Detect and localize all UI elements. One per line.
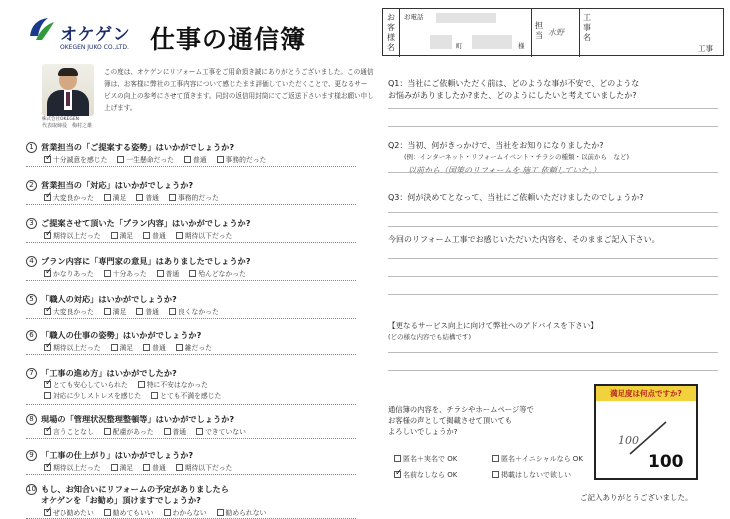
checkbox[interactable] [143, 232, 150, 239]
company-logo [26, 14, 166, 58]
checkbox[interactable] [44, 428, 51, 435]
town-label: 町 [456, 42, 463, 50]
question-text [26, 142, 356, 153]
option-label: 大変良かった [53, 194, 94, 202]
option-label: 普通 [172, 428, 187, 436]
option-label: 普通 [145, 194, 159, 202]
option-label: 勧めてもいい [112, 509, 154, 517]
question-number: 7 [26, 368, 37, 379]
open-question-text: Q3：何が決めてとなって、当社にご依頼いただけましたのでしょうか? [388, 193, 644, 202]
option-label: 十分誠意を感じた [53, 156, 108, 164]
photo-caption-name: 代表取締役 梅村之雄 [42, 123, 93, 129]
option-label: 勧められない [225, 509, 267, 517]
open-question-q2 [388, 140, 718, 176]
right-page [382, 8, 724, 513]
publish-option-label: 匿名＋実名で OK [403, 455, 458, 463]
answer-option[interactable] [44, 391, 141, 402]
open-question-q1 [388, 78, 718, 102]
logo-leaf-icon [26, 14, 56, 44]
answer-option[interactable] [104, 268, 147, 278]
option-label: できていない [205, 428, 246, 436]
option-label: 期待以下だった [184, 232, 233, 240]
project-label: 工事名 [583, 13, 591, 42]
answer-option[interactable] [104, 426, 154, 436]
checkbox[interactable] [104, 194, 111, 201]
option-label: わからない [172, 509, 207, 517]
address-redacted [430, 35, 452, 49]
question-label: ご提案させて頂いた「プラン内容」はいかがでしょうか? [41, 218, 251, 228]
checkbox[interactable] [104, 509, 111, 516]
answer-option[interactable] [176, 342, 212, 352]
checkbox[interactable] [176, 344, 183, 351]
question-number: 10 [27, 485, 36, 493]
question-label: 「職人の対応」はいかがでしょうか? [41, 294, 177, 304]
left-page [20, 8, 374, 517]
option-label: 一生懸命だった [126, 156, 174, 164]
publish-option[interactable] [394, 470, 457, 480]
checkbox[interactable] [44, 194, 51, 201]
option-label: 普通 [192, 156, 207, 164]
answer-option[interactable] [136, 192, 159, 202]
answer-option[interactable] [117, 154, 174, 164]
question-label: プラン内容に「専門家の意見」はありましたでしょうか? [41, 256, 251, 266]
option-label: 満足 [112, 308, 127, 316]
handwritten-answer[interactable]: 以前から（国策のリフォームを 施工 依頼していた。） [408, 166, 601, 175]
checkbox[interactable] [136, 308, 143, 315]
option-label: 雑だった [184, 344, 212, 352]
score-max: 100 [648, 452, 684, 472]
question-text [26, 368, 356, 379]
question-label: 現場の「管理状況整理整頓等」はいかがでしょうか? [41, 414, 235, 424]
answer-option[interactable] [44, 230, 101, 240]
open-question-q3 [388, 192, 718, 204]
option-label: 事務的だった [177, 194, 219, 202]
sama-label: 様 [518, 42, 525, 50]
answer-options [44, 342, 222, 352]
option-label: 言うことなし [53, 428, 94, 436]
question-number: 5 [26, 294, 37, 305]
publish-question [388, 404, 588, 437]
question-label: 営業担当の「ご提案する姿勢」はいかがでしょうか? [41, 142, 235, 152]
checkbox[interactable] [492, 455, 499, 462]
customer-name-label: お客様名 [387, 13, 395, 52]
checkbox[interactable] [44, 509, 51, 516]
checkbox[interactable] [189, 270, 196, 277]
advice-text: 【更なるサービス向上に向けて弊社へのアドバイスを下さい】 [388, 321, 598, 330]
option-label: 大変良かった [53, 308, 94, 316]
score-handwritten: 100 [618, 434, 639, 447]
phone-redacted [436, 13, 496, 23]
answer-option[interactable] [196, 426, 246, 436]
checkbox[interactable] [164, 509, 171, 516]
option-label: ぜひ勧めたい [53, 509, 94, 517]
option-label: 期待以上だった [53, 344, 101, 352]
checkbox[interactable] [44, 270, 51, 277]
checkbox[interactable] [111, 464, 118, 471]
customer-field[interactable] [399, 9, 531, 57]
customer-info-box [382, 8, 724, 56]
phone-label: お電話 [404, 13, 424, 21]
answer-option[interactable] [44, 268, 94, 278]
checkbox[interactable] [143, 464, 150, 471]
answer-option[interactable] [111, 230, 134, 240]
question-number: 3 [26, 218, 37, 229]
checkbox[interactable] [176, 464, 183, 471]
answer-option[interactable] [44, 426, 94, 436]
question-label: 「工事の仕上がり」はいかがでしょうか? [41, 450, 194, 460]
name-redacted [472, 35, 512, 49]
checkbox[interactable] [44, 464, 51, 471]
checkbox[interactable] [169, 308, 176, 315]
option-label: 十分あった [112, 270, 147, 278]
checkbox[interactable] [394, 471, 401, 478]
option-label: とても安心していられた [53, 381, 128, 389]
option-label: 普通 [152, 232, 166, 240]
thanks-text: ご記入ありがとうございました。 [580, 493, 693, 502]
open-question-subtext: (例：インターネット・リフォームイベント・チラシの種類・以前から など) [404, 153, 630, 161]
brand-subtitle: OKEGEN JUKO CO.,LTD. [60, 44, 129, 51]
answer-option[interactable] [44, 154, 107, 164]
answer-option[interactable] [104, 192, 127, 202]
answer-option[interactable] [176, 230, 233, 240]
advice-subtext: (どの様な内容でも結構です) [388, 333, 472, 341]
question-text [26, 256, 356, 267]
option-label: 普通 [145, 308, 159, 316]
impressions-text: 今回のリフォーム工事でお感じいただいた内容を、そのままご記入下さい。 [388, 235, 660, 244]
option-label: 配慮があった [112, 428, 154, 436]
answer-option[interactable] [44, 192, 94, 202]
answer-option[interactable] [44, 462, 101, 472]
option-label: 対応に少しストレスを感じた [53, 392, 142, 400]
checkbox[interactable] [44, 344, 51, 351]
question-text [26, 330, 356, 341]
answer-option[interactable] [138, 380, 208, 391]
answer-options [44, 268, 256, 278]
answer-options [44, 462, 242, 472]
option-label: かなりあった [53, 270, 94, 278]
project-field[interactable] [579, 9, 725, 57]
question-text [26, 294, 356, 305]
checkbox[interactable] [217, 509, 224, 516]
question-text [26, 484, 356, 506]
answer-option[interactable] [143, 342, 166, 352]
staff-value: 水野 [548, 28, 564, 37]
brand-name: オケゲン [60, 25, 131, 45]
option-label: 事務的だった [225, 156, 267, 164]
checkbox[interactable] [111, 232, 118, 239]
checkbox[interactable] [104, 270, 111, 277]
question-number: 2 [26, 180, 37, 191]
question-label: 「工事の進め方」はいかがでしたか? [41, 368, 177, 378]
option-label: とても不満を感じた [160, 392, 222, 400]
checkbox[interactable] [196, 428, 203, 435]
option-label: 普通 [152, 464, 166, 472]
checkbox[interactable] [157, 270, 164, 277]
answer-option[interactable] [169, 306, 219, 316]
answer-options [44, 426, 256, 436]
publish-option[interactable] [492, 454, 583, 464]
staff-label: 担当 [535, 21, 543, 40]
answer-options [44, 306, 229, 316]
checkbox[interactable] [136, 194, 143, 201]
answer-option[interactable] [44, 380, 128, 391]
answer-option[interactable] [184, 154, 207, 164]
impressions-question [388, 234, 718, 246]
answer-option[interactable] [104, 306, 127, 316]
open-question-text: Q2：当初、何がきっかけで、当社をお知りになりましたか? [388, 141, 604, 150]
answer-option[interactable] [217, 154, 267, 164]
publish-option[interactable] [492, 470, 571, 480]
answer-options [44, 230, 242, 240]
option-label: 満足 [119, 464, 134, 472]
option-label: 期待以上だった [53, 464, 101, 472]
answer-option[interactable] [176, 462, 233, 472]
answer-option[interactable] [111, 462, 134, 472]
checkbox[interactable] [217, 156, 224, 163]
answer-option[interactable] [143, 230, 166, 240]
checkbox[interactable] [44, 392, 51, 399]
question-number: 9 [26, 450, 37, 461]
publish-option-label: 名前なしなら OK [403, 471, 458, 479]
option-label: 特に不安はなかった [146, 381, 208, 389]
question-text [26, 180, 356, 191]
checkbox[interactable] [184, 156, 191, 163]
option-label: 満足 [119, 232, 134, 240]
question-label: 営業担当の「対応」はいかがでしょうか? [41, 180, 194, 190]
answer-option[interactable] [44, 306, 94, 316]
answer-option[interactable] [143, 462, 166, 472]
president-photo [42, 64, 94, 116]
option-label: 期待以下だった [184, 464, 233, 472]
answer-option[interactable] [111, 342, 134, 352]
answer-options [44, 380, 231, 402]
question-text [26, 414, 356, 425]
option-label: 期待以上だった [53, 232, 101, 240]
answer-option[interactable] [169, 192, 219, 202]
checkbox[interactable] [44, 156, 51, 163]
question-number: 6 [26, 330, 37, 341]
checkbox[interactable] [44, 232, 51, 239]
checkbox[interactable] [104, 308, 111, 315]
publish-option-label: 匿名＋イニシャルなら OK [501, 455, 583, 463]
option-label: 良くなかった [177, 308, 219, 316]
answer-option[interactable] [189, 268, 246, 278]
option-label: 殆んどなかった [198, 270, 246, 278]
checkbox[interactable] [44, 308, 51, 315]
intro-section [40, 64, 374, 129]
checkbox[interactable] [44, 381, 51, 388]
question-number: 4 [26, 256, 37, 267]
open-question-text: Q1：当社にご依頼いただく前は、どのような事が不安で、どのような お悩みがありましたか?また、どのようにしたいと考えていましたか? [388, 79, 640, 100]
answer-options [44, 192, 229, 202]
option-label: 普通 [152, 344, 166, 352]
staff-field[interactable] [531, 9, 579, 57]
checkbox[interactable] [111, 344, 118, 351]
answer-options [44, 154, 276, 164]
advice-question [388, 320, 718, 341]
option-label: 満足 [112, 194, 127, 202]
answer-option[interactable] [44, 342, 101, 352]
checkbox[interactable] [143, 344, 150, 351]
page-title: 仕事の通信簿 [150, 25, 307, 54]
intro-text: この度は、オケゲンにリフォーム工事をご用命頂き誠にありがとうございました。この通信簿は、お客様に弊社の工事内容について感じたまま評価していただくことで、更なるサービスの向上の参考にさせて頂きます。同封の返信用封筒にてご返送下さいます様お願い申し上げます。 [104, 68, 374, 112]
checkbox[interactable] [169, 194, 176, 201]
checkbox[interactable] [394, 455, 401, 462]
photo-caption-company: 株式会社OKEGEN [42, 117, 80, 122]
checkbox[interactable] [176, 232, 183, 239]
option-label: 普通 [165, 270, 180, 278]
question-text [26, 450, 356, 461]
checkbox[interactable] [492, 471, 499, 478]
question-text [26, 218, 356, 229]
publish-option[interactable] [394, 454, 457, 464]
checkbox[interactable] [164, 428, 171, 435]
checkbox[interactable] [151, 392, 158, 399]
option-label: 満足 [119, 344, 134, 352]
question-label: 「職人の仕事の姿勢」はいかがでしょうか? [41, 330, 202, 340]
satisfaction-score-box[interactable] [594, 384, 698, 480]
answer-option[interactable] [157, 268, 180, 278]
question-number: 1 [26, 142, 37, 153]
answer-option[interactable] [136, 306, 159, 316]
answer-option[interactable] [164, 426, 187, 436]
publish-text: 通信簿の内容を、チラシやホームページ等で お客様の声として掲載させて頂いても よろしいでしょうか? [388, 405, 534, 436]
publish-option-label: 掲載はしないで欲しい [501, 471, 571, 479]
project-suffix: 工事 [698, 44, 713, 53]
question-label: もし、お知合いにリフォームの予定がありましたら オケゲンを「お勧め」頂けますでしょうか? [41, 484, 229, 505]
checkbox[interactable] [138, 381, 145, 388]
question-number: 8 [26, 414, 37, 425]
checkbox[interactable] [117, 156, 124, 163]
score-label: 満足度は何点ですか? [596, 386, 696, 401]
answer-option[interactable] [151, 391, 221, 402]
checkbox[interactable] [104, 428, 111, 435]
